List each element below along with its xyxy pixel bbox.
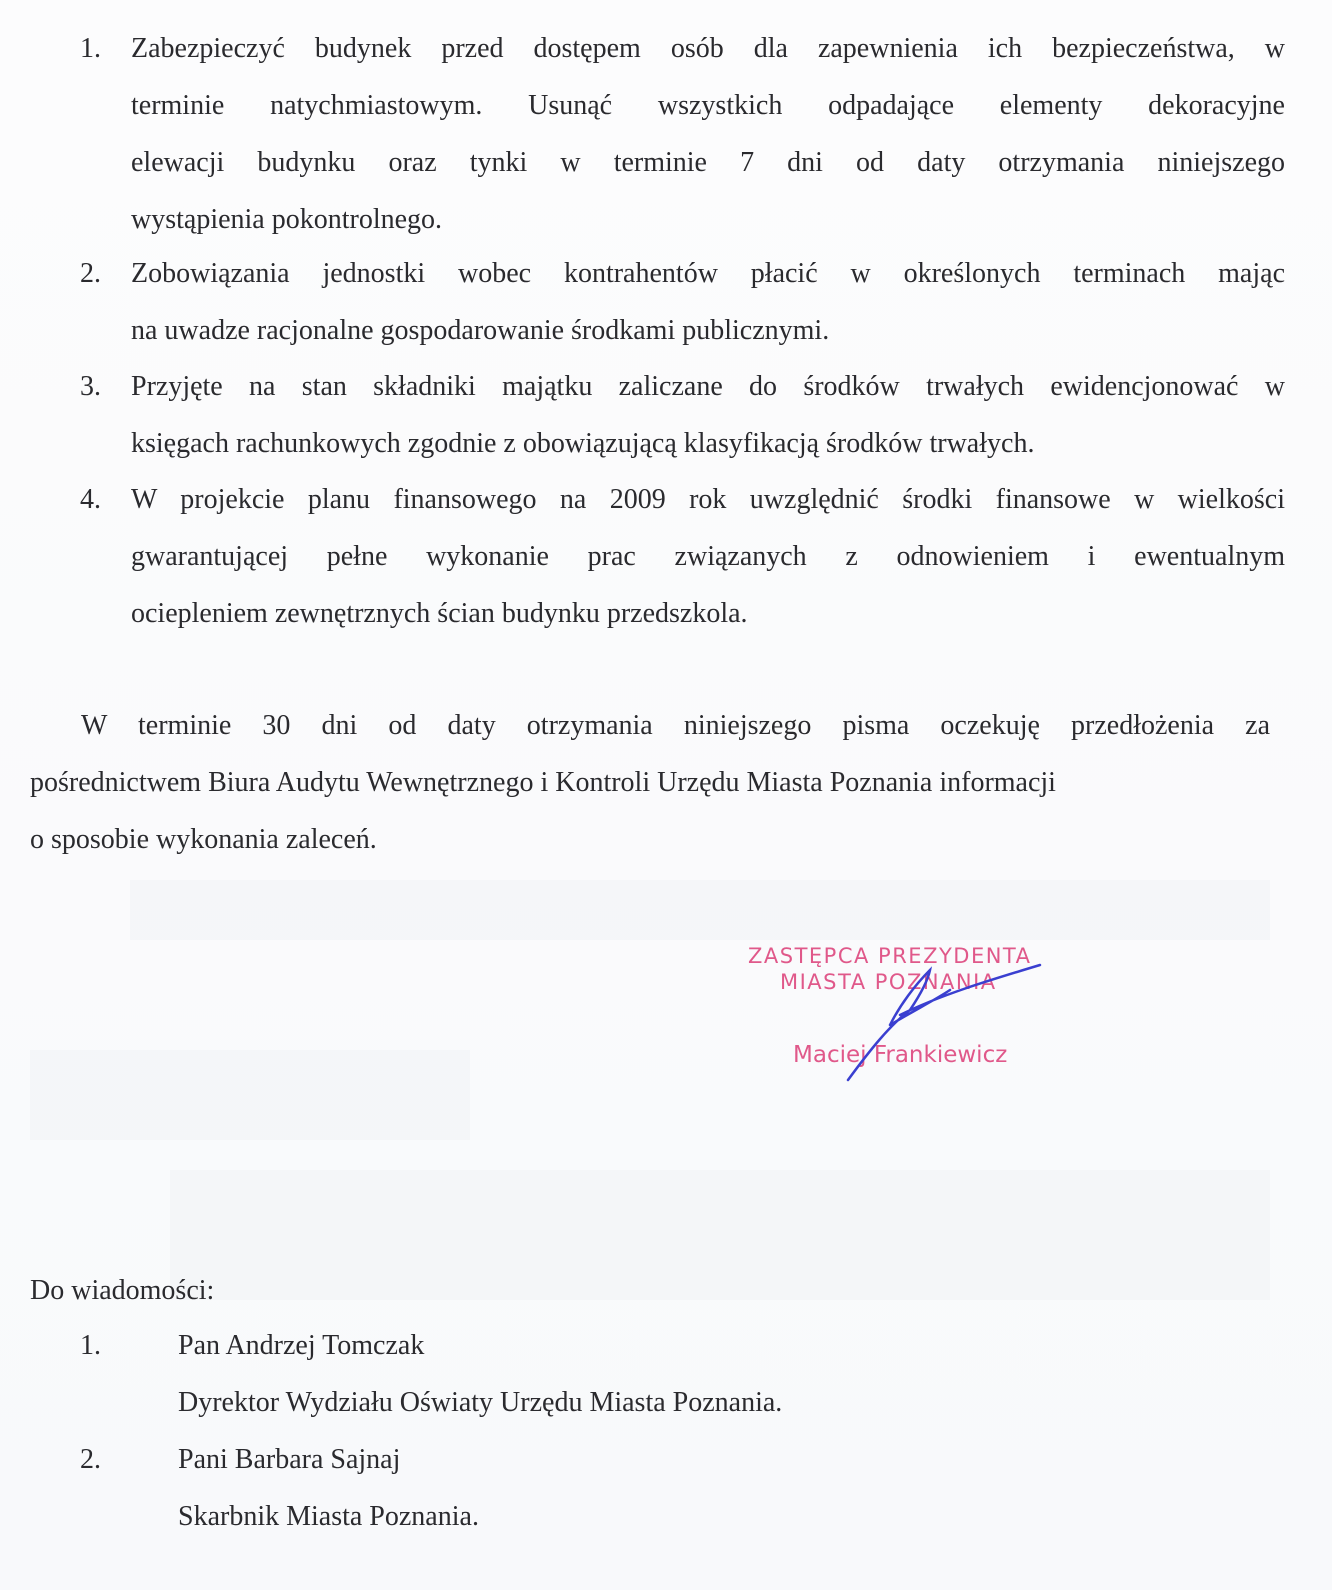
recommendation-item-4: [80, 471, 1285, 642]
item-line: na uwadze racjonalne gospodarowanie środkami publicznymi.: [131, 315, 830, 346]
item-line: Zabezpieczyć budynek przed dostępem osób dla zapewnienia ich bezpieczeństwa, w: [131, 33, 1285, 64]
cc-heading: Do wiadomości:: [30, 1275, 215, 1306]
item-number: 1.: [80, 33, 101, 64]
official-stamp: [740, 940, 1080, 1090]
recommendation-item-1: [80, 20, 1285, 248]
closing-paragraph: [30, 697, 1270, 868]
cc-item-role: Skarbnik Miasta Poznania.: [178, 1501, 479, 1532]
cc-item-number: 1.: [80, 1330, 101, 1361]
paragraph-line: pośrednictwem Biura Audytu Wewnętrznego i Kontroli Urzędu Miasta Poznania informacji: [30, 767, 1056, 798]
cc-item-name: Pani Barbara Sajnaj: [178, 1444, 401, 1475]
item-number: 2.: [80, 258, 101, 289]
item-number: 4.: [80, 484, 101, 515]
recommendation-item-2: [80, 245, 1285, 359]
stamp-title-line-1: ZASTĘPCA PREZYDENTA: [748, 944, 1032, 968]
stamp-title-line-2: MIASTA POZNANIA: [780, 970, 997, 994]
item-line: ociepleniem zewnętrznych ścian budynku przedszkola.: [131, 598, 748, 629]
paragraph-line: o sposobie wykonania zaleceń.: [30, 824, 377, 855]
signature-icon: [740, 940, 1080, 1090]
item-line: W projekcie planu finansowego na 2009 rok uwzględnić środki finansowe w wielkości: [131, 484, 1285, 515]
item-line: terminie natychmiastowym. Usunąć wszystkich odpadające elementy dekoracyjne: [131, 90, 1285, 121]
item-line: elewacji budynku oraz tynki w terminie 7 dni od daty otrzymania niniejszego: [131, 147, 1285, 178]
stamp-name: Maciej Frankiewicz: [793, 1042, 1008, 1068]
paragraph-line: W terminie 30 dni od daty otrzymania niniejszego pisma oczekuję przedłożenia za: [81, 710, 1270, 741]
item-line: Przyjęte na stan składniki majątku zaliczane do środków trwałych ewidencjonować w: [131, 371, 1285, 402]
item-line: wystąpienia pokontrolnego.: [131, 204, 443, 235]
item-number: 3.: [80, 371, 101, 402]
item-line: księgach rachunkowych zgodnie z obowiązującą klasyfikacją środków trwałych.: [131, 428, 1035, 459]
cc-item-number: 2.: [80, 1444, 101, 1475]
item-line: gwarantującej pełne wykonanie prac związanych z odnowieniem i ewentualnym: [131, 541, 1285, 572]
recommendation-item-3: [80, 358, 1285, 472]
item-line: Zobowiązania jednostki wobec kontrahentów płacić w określonych terminach mając: [131, 258, 1285, 289]
cc-item-role: Dyrektor Wydziału Oświaty Urzędu Miasta Poznania.: [178, 1387, 783, 1418]
cc-item-name: Pan Andrzej Tomczak: [178, 1330, 425, 1361]
